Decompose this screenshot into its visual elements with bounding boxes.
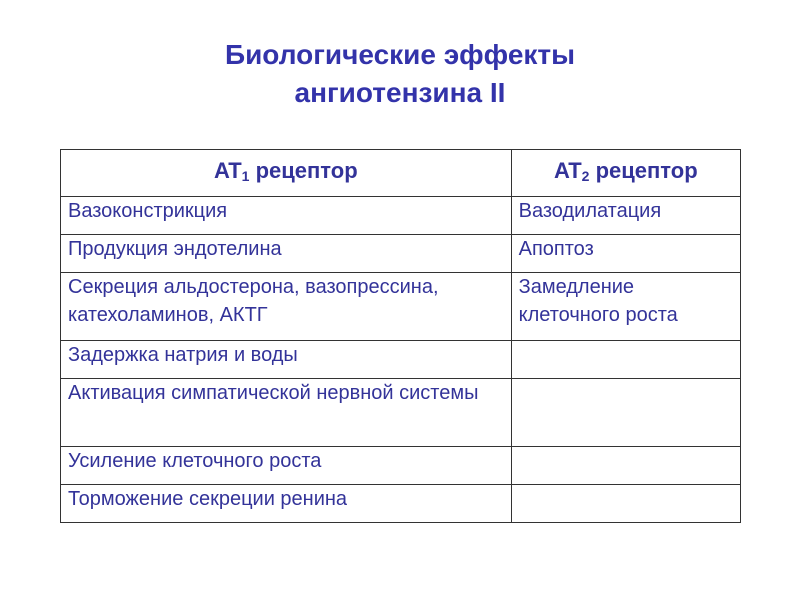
- header-at2: $AT_2$ рецептор: [511, 150, 740, 197]
- table-row: [61, 447, 741, 485]
- cell-at2: [511, 485, 740, 523]
- table-row: [61, 341, 741, 379]
- cell-at1: Секреция альдостерона, вазопрессина, катехоламинов, АКТГ: [61, 273, 512, 341]
- title-line-2: ангиотензина II: [294, 77, 506, 108]
- header-at1: $AT_1$ рецептор: [61, 150, 512, 197]
- cell-at2: [511, 379, 740, 447]
- table-row: [61, 485, 741, 523]
- table-row: [61, 273, 741, 341]
- title-line-1: Биологические эффекты: [224, 39, 576, 70]
- table-row: [61, 235, 741, 273]
- cell-at2: Замедление клеточного роста: [511, 273, 740, 341]
- table-header-row: [61, 150, 741, 197]
- cell-at2: [511, 447, 740, 485]
- effects-table: [60, 149, 741, 523]
- cell-at2: Апоптоз: [511, 235, 740, 273]
- table-row: [61, 379, 741, 447]
- cell-at1: Торможение секреции ренина: [61, 485, 512, 523]
- cell-at1: Вазоконстрикция: [61, 197, 512, 235]
- table-row: [61, 197, 741, 235]
- cell-at1: Продукция эндотелина: [61, 235, 512, 273]
- cell-at2: [511, 341, 740, 379]
- cell-at1: Активация симпатической нервной системы: [61, 379, 512, 447]
- cell-at1: Задержка натрия и воды: [61, 341, 512, 379]
- cell-at1: Усиление клеточного роста: [61, 447, 512, 485]
- slide-title: [0, 36, 800, 112]
- cell-at2: Вазодилатация: [511, 197, 740, 235]
